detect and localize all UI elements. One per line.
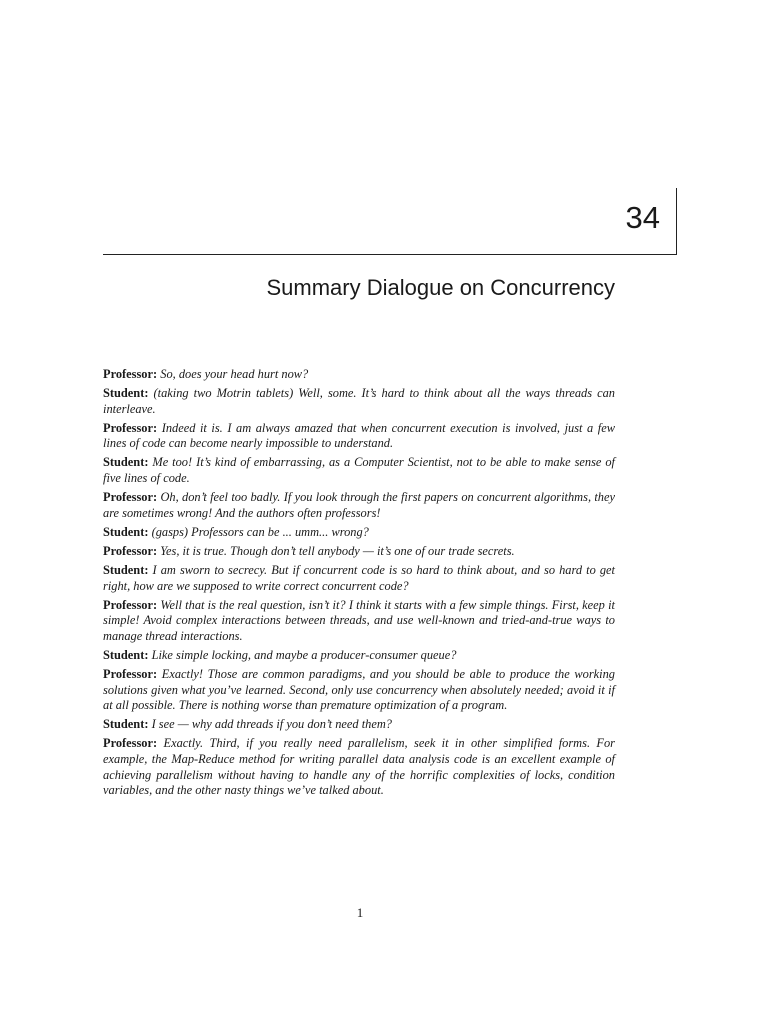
dialogue-turn xyxy=(103,455,615,486)
dialogue-turn xyxy=(103,736,615,798)
speech-text: So, does your head hurt now? xyxy=(160,367,309,381)
speaker-label: Professor: xyxy=(103,490,158,505)
speech-text: Exactly! Those are common paradigms, and you should be able to produce the working solutions given what you’ve learned. Second, only use concurrency when absolutely needed; avoid it if at all possible. There is nothing worse than premature optimization of a program. xyxy=(103,667,615,713)
speaker-label: Student: xyxy=(103,717,149,732)
speech-text: I see — why add threads if you don’t need them? xyxy=(151,717,392,732)
speaker-label: Student: xyxy=(103,455,149,470)
dialogue-turn xyxy=(103,648,615,664)
speech-text: Me too! It’s kind of embarrassing, as a Computer Scientist, not to be able to make sense of five lines of code. xyxy=(103,455,615,486)
dialogue-turn xyxy=(103,525,615,541)
speech-text: Like simple locking, and maybe a producer-consumer queue? xyxy=(151,648,457,662)
speech-text: (gasps) Professors can be ... umm... wrong? xyxy=(151,524,369,539)
chapter-vertical-rule xyxy=(676,188,677,254)
speech-text: (taking two Motrin tablets) Well, some. It’s hard to think about all the ways threads can interleave. xyxy=(103,386,615,416)
speaker-label: Student: xyxy=(103,563,149,578)
speaker-label: Student: xyxy=(103,524,149,539)
speech-text: Indeed it is. I am always amazed that when concurrent execution is involved, just a few lines of code can become nearly impossible to understand. xyxy=(103,420,615,451)
speaker-label: Professor: xyxy=(103,736,158,751)
dialogue-turn xyxy=(103,544,615,560)
speech-text: I am sworn to secrecy. But if concurrent code is so hard to think about, and so hard to get right, how are we supposed to write correct concurrent code? xyxy=(103,563,615,593)
chapter-horizontal-rule xyxy=(103,254,677,255)
speaker-label: Professor: xyxy=(103,543,158,558)
dialogue-turn xyxy=(103,386,615,417)
speaker-label: Student: xyxy=(103,386,149,401)
page-number: 1 xyxy=(356,905,364,920)
dialogue xyxy=(103,367,615,802)
speaker-label: Professor: xyxy=(103,667,158,682)
dialogue-turn xyxy=(103,563,615,594)
dialogue-turn xyxy=(103,667,615,714)
dialogue-turn xyxy=(103,598,615,645)
speech-text: Yes, it is true. Though don’t tell anybody — it’s one of our trade secrets. xyxy=(160,543,515,558)
speech-text: Oh, don’t feel too badly. If you look through the first papers on concurrent algorithms, they are sometimes wrong! And the authors often professors! xyxy=(103,490,615,520)
speaker-label: Professor: xyxy=(103,597,158,612)
speaker-label: Professor: xyxy=(103,367,158,381)
dialogue-turn xyxy=(103,717,615,733)
dialogue-turn xyxy=(103,367,615,383)
speaker-label: Student: xyxy=(103,648,149,662)
speaker-label: Professor: xyxy=(103,420,158,435)
speech-text: Well that is the real question, isn’t it? I think it starts with a few simple things. First, keep it simple! Avoid complex interactions between threads, and use well-known and tried-and-true ways to manage thread interactions. xyxy=(103,597,615,643)
speech-text: Exactly. Third, if you really need parallelism, seek it in other simplified forms. For example, the Map-Reduce method for writing parallel data analysis code is an excellent example of achieving parallelism without having to handle any of the horrific complexities of locks, condition variables, and the other nasty things we’ve talked about. xyxy=(103,736,615,798)
dialogue-turn xyxy=(103,490,615,521)
dialogue-turn xyxy=(103,421,615,452)
chapter-title: Summary Dialogue on Concurrency xyxy=(266,275,615,300)
chapter-number: 34 xyxy=(625,200,660,235)
